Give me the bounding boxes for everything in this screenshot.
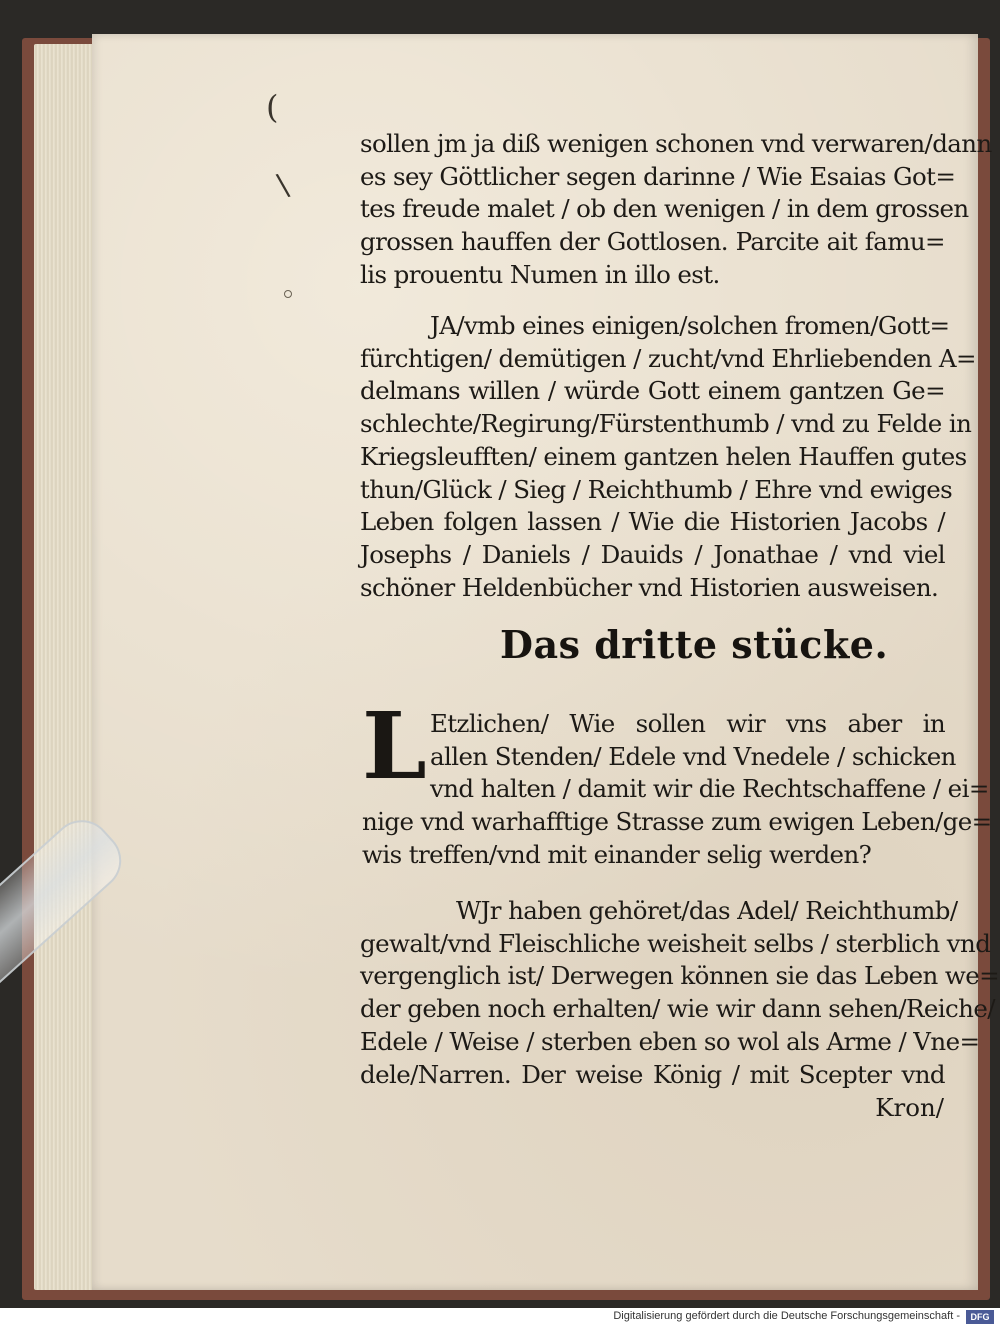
margin-mark: ( [266, 88, 279, 126]
text-line: wis treffen/vnd mit einander selig werden? [362, 839, 872, 869]
text-line: tes freude malet / ob den wenigen / in dem grossen [360, 194, 969, 224]
paragraph-4 [360, 895, 1000, 1091]
paragraph-3 [362, 708, 992, 872]
text-line: Leben folgen lassen / Wie die Historien Jacobs / [360, 507, 945, 537]
paragraph-1 [360, 128, 992, 292]
text-line: schöner Heldenbücher vnd Historien ausweisen. [360, 572, 939, 602]
dfg-logo: DFG [966, 1310, 994, 1324]
text-line: Etzlichen/ Wie sollen wir vns aber in [430, 709, 945, 738]
text-line: grossen hauffen der Gottlosen. Parcite ait famu= [360, 227, 945, 257]
text-line: dele/Narren. Der weise König / mit Scepter vnd [360, 1059, 945, 1089]
catchword: Kron/ [875, 1093, 944, 1122]
text-line: fürchtigen/ demütigen / zucht/vnd Ehrliebenden A= [360, 343, 976, 373]
margin-mark: \ [274, 167, 292, 204]
text-line: JA/vmb eines einigen/solchen fromen/Gott= [430, 311, 950, 340]
text-line: Edele / Weise / sterben eben so wol als Arme / Vne= [360, 1026, 980, 1056]
text-line: vergenglich ist/ Derwegen können sie das Leben we= [360, 961, 1000, 991]
text-line: WJr haben gehöret/das Adel/ Reichthumb/ [456, 896, 958, 925]
decorated-initial: L [362, 692, 427, 800]
section-heading: Das dritte stücke. [500, 622, 889, 667]
text-line: Kriegsleufften/ einem gantzen helen Hauffen gutes [360, 441, 967, 471]
text-line: delmans willen / würde Gott einem gantzen Ge= [360, 376, 945, 406]
paragraph-2 [360, 310, 976, 604]
text-line: es sey Göttlicher segen darinne / Wie Esaias Got= [360, 161, 956, 191]
text-line: schlechte/Regirung/Fürstenthumb / vnd zu Felde in [360, 409, 972, 439]
text-line: der geben noch erhalten/ wie wir dann sehen/Reiche/ [360, 994, 995, 1024]
footer-bar [0, 1308, 1000, 1327]
text-line: Josephs / Daniels / Dauids / Jonathae / vnd viel [360, 539, 945, 569]
margin-dot [284, 290, 292, 298]
text-line: sollen jm ja diß wenigen schonen vnd verwaren/dann [360, 129, 992, 158]
text-line: lis prouentu Numen in illo est. [360, 259, 720, 289]
text-line: thun/Glück / Sieg / Reichthumb / Ehre vnd ewiges [360, 474, 953, 504]
text-line: vnd halten / damit wir die Rechtschaffene / ei= [430, 774, 989, 804]
text-line: gewalt/vnd Fleischliche weisheit selbs / sterblich vnd [360, 928, 991, 958]
footer-credit: Digitalisierung gefördert durch die Deutsche Forschungsgemeinschaft - [613, 1310, 960, 1322]
text-line: nige vnd warhafftige Strasse zum ewigen Leben/ge= [362, 807, 992, 837]
text-line: allen Stenden/ Edele vnd Vnedele / schicken [430, 741, 956, 771]
